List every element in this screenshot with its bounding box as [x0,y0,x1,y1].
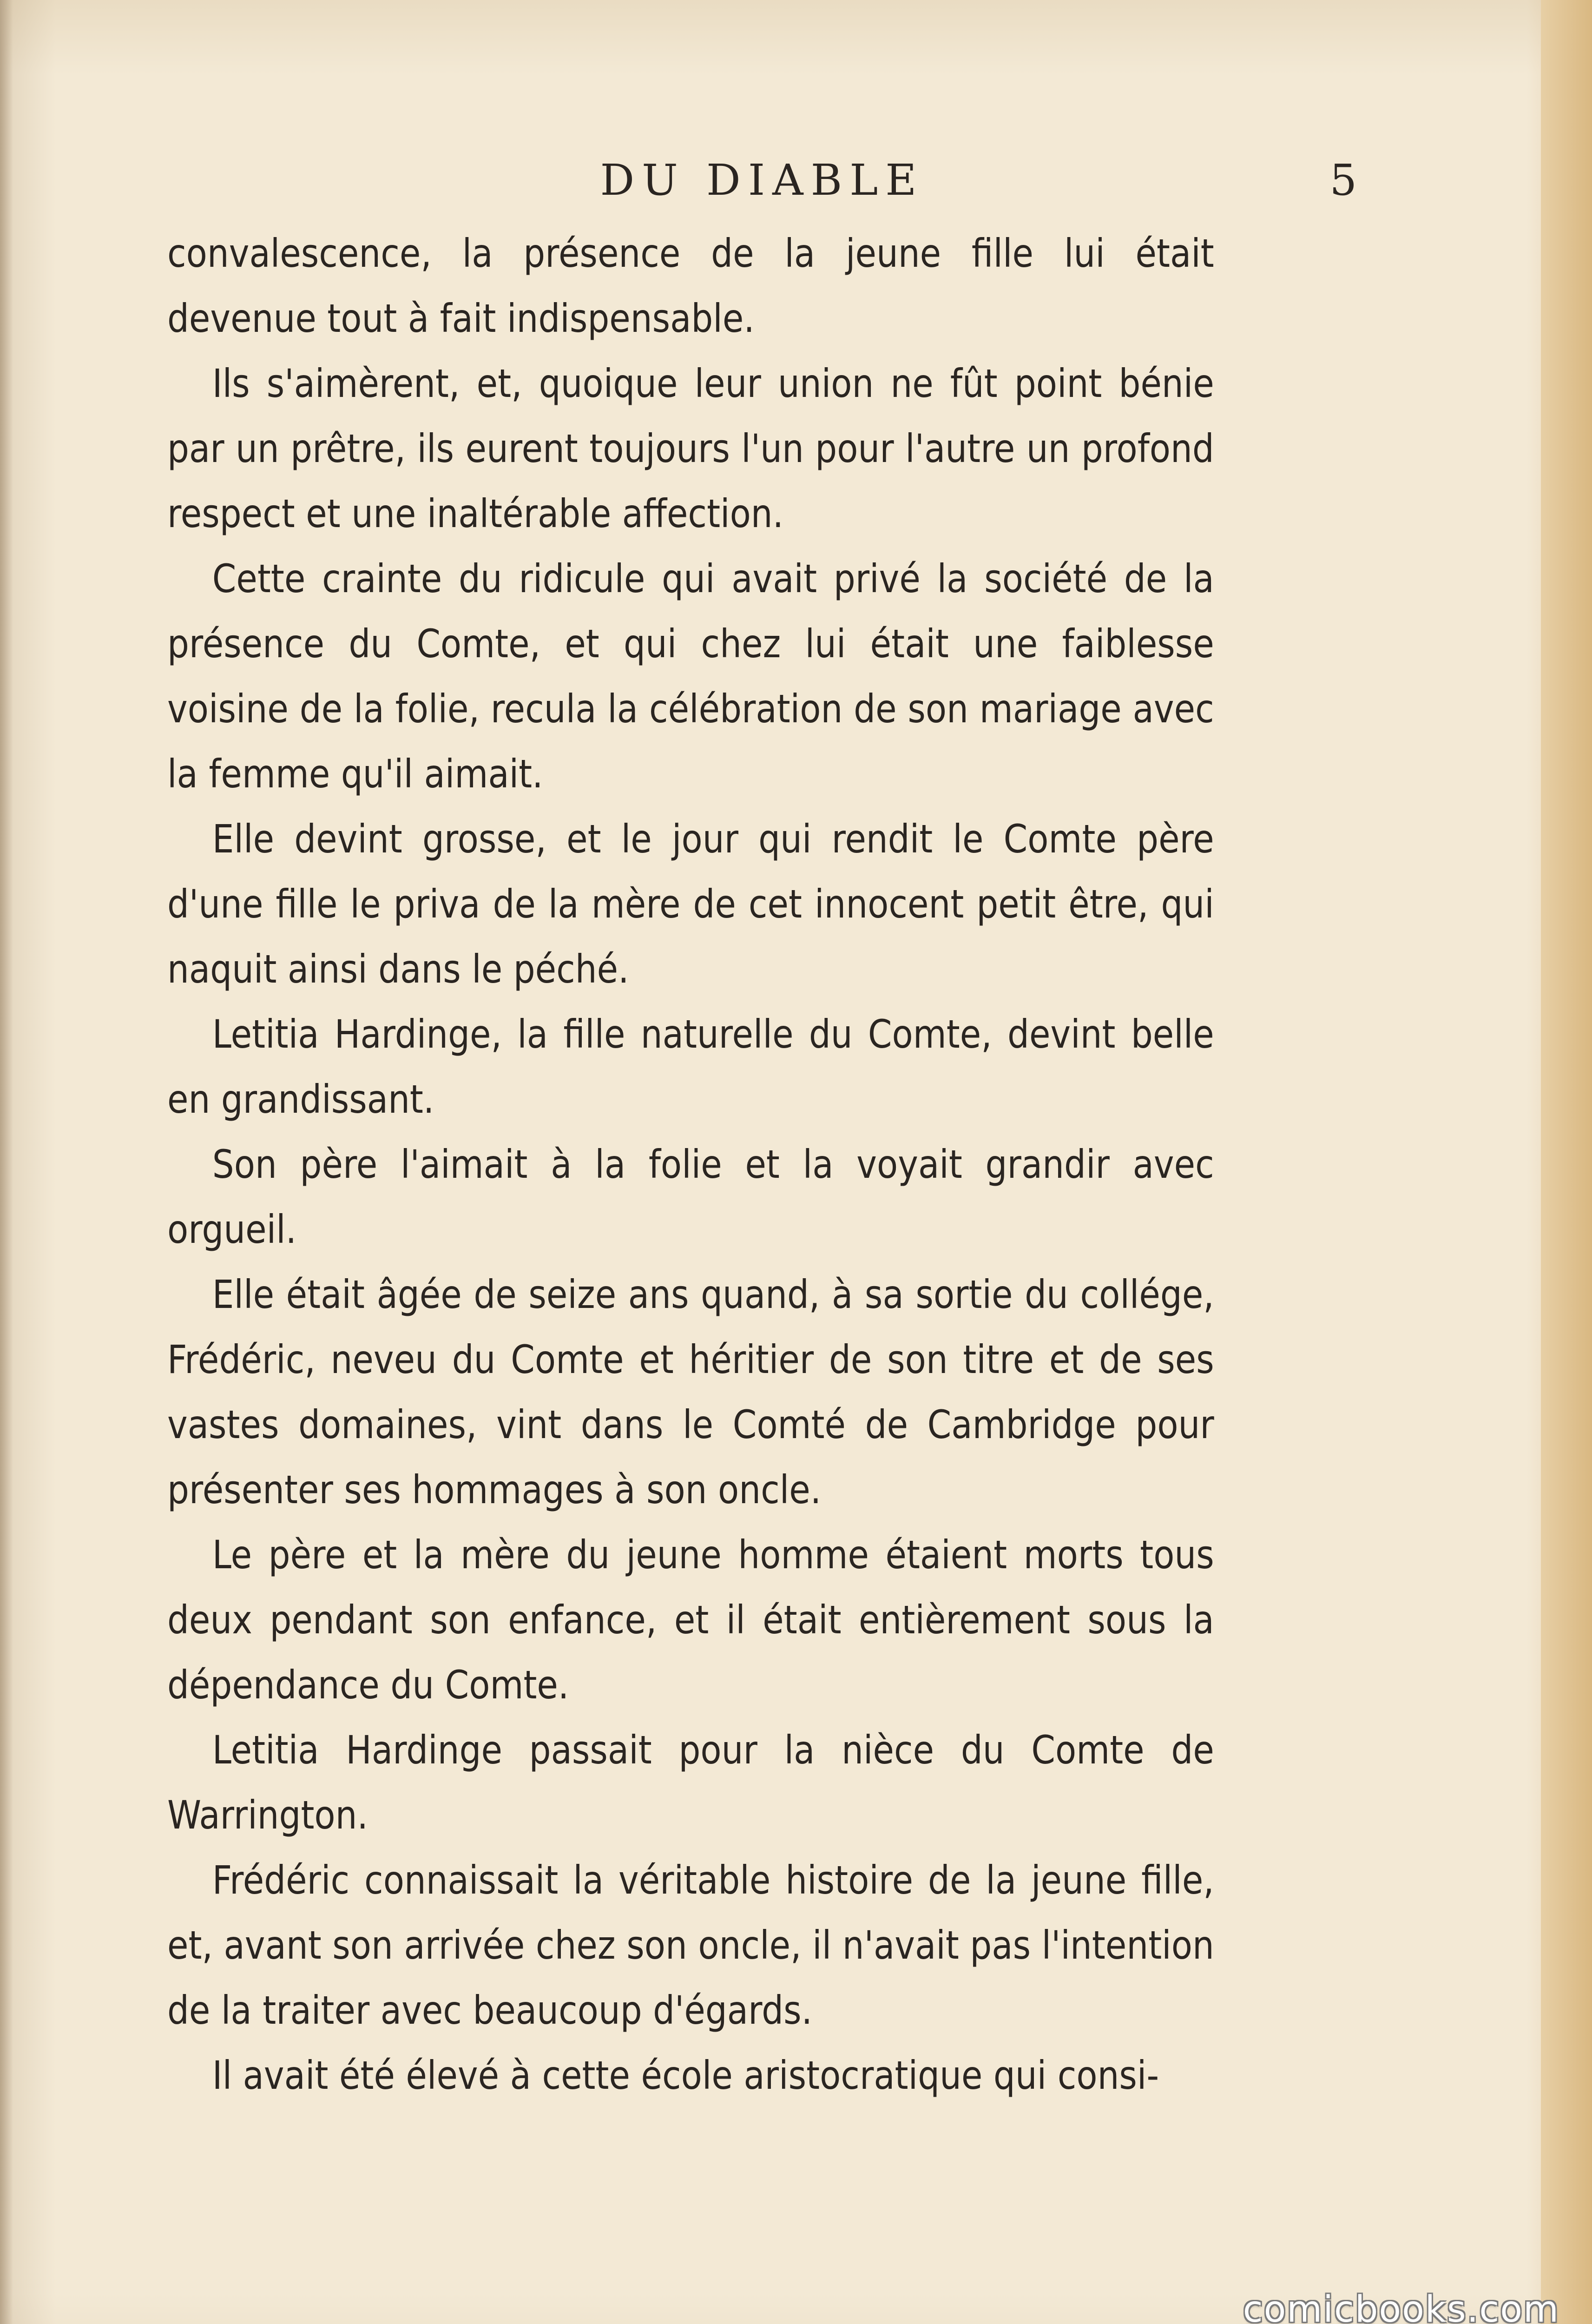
page-gutter-shadow [0,0,13,2324]
paragraph: Le père et la mère du jeune homme étaient morts tous deux pendant son enfance, et il était entièrement sous la dépendance du Comte. [167,1532,1214,1708]
paragraph: Letitia Hardinge passait pour la nièce du Comte de Warrington. [167,1727,1214,1838]
running-title: DU DIABLE [600,155,924,205]
paragraph: Il avait été élevé à cette école aristocratique qui consi- [212,2053,1159,2098]
paragraph: Letitia Hardinge, la fille naturelle du Comte, devint belle en grandissant. [167,1011,1214,1122]
page-edge-stain [1541,0,1592,2324]
paragraph: Elle était âgée de seize ans quand, à sa sortie du collége, Frédéric, neveu du Comte et héritier de son titre et de ses vastes domaines, vint dans le Comté de Cambridge pour présenter ses hommages à son oncle. [167,1272,1214,1512]
body-text [167,221,1214,2108]
paragraph: Elle devint grosse, et le jour qui rendit le Comte père d'une fille le priva de la mère de cet innocent petit être, qui naquit ainsi dans le péché. [167,816,1214,992]
page-number: 5 [1329,155,1357,205]
running-head [167,148,1357,213]
paragraph: Frédéric connaissait la véritable histoire de la jeune fille, et, avant son arrivée chez son oncle, il n'avait pas l'intention de la traiter avec beaucoup d'égards. [167,1857,1214,2033]
watermark: comicbooks.com [1243,2289,1559,2324]
paragraph: Cette crainte du ridicule qui avait privé la société de la présence du Comte, et qui chez lui était une faiblesse voisine de la folie, recula la célébration de son mariage avec la femme qu'il aimait. [167,556,1214,797]
paragraph: convalescence, la présence de la jeune fille lui était devenue tout à fait indispensable. [167,231,1214,341]
paragraph: Son père l'aimait à la folie et la voyait grandir avec orgueil. [167,1142,1214,1252]
paragraph: Ils s'aimèrent, et, quoique leur union ne fût point bénie par un prêtre, ils eurent toujours l'un pour l'autre un profond respect et une inaltérable affection. [167,361,1214,536]
